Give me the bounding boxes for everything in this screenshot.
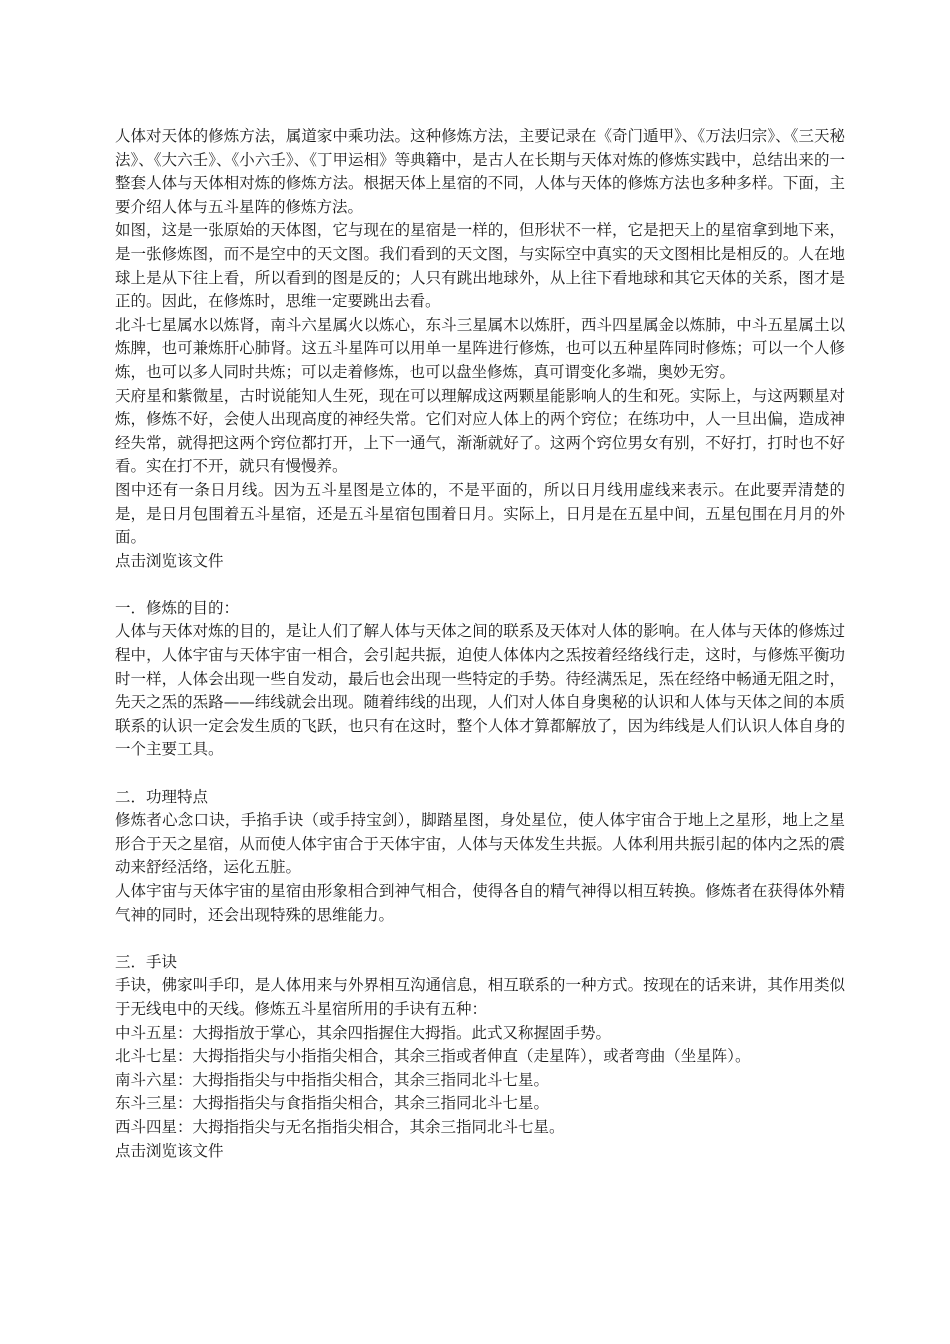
hand-seal-item-west: 西斗四星：大拇指指尖与无名指指尖相合，其余三指同北斗七星。 — [115, 1117, 565, 1136]
intro-paragraph-2: 如图，这是一张原始的天体图，它与现在的星宿是一样的，但形状不一样，它是把天上的星宿拿到地下来，是一张修炼图，而不是空中的天文图。我们看到的天文图，与实际空中真实的天文图相比是相反的。人在地球上是从下往上看，所以看到的图是反的；人只有跳出地球外，从上往下看地球和其它天体的关系，图才是正的。因此，在修炼时，思维一定要跳出去看。 — [115, 221, 845, 311]
hand-seal-item-middle: 中斗五星：大拇指放于掌心，其余四指握住大拇指。此式又称握固手势。 — [115, 1023, 612, 1042]
document-page — [115, 125, 845, 1163]
section-heading-features: 二．功理特点 — [115, 787, 209, 806]
intro-paragraph-1: 人体对天体的修炼方法，属道家中乘功法。这种修炼方法，主要记录在《奇门遁甲》、《万法归宗》、《三天秘法》、《大六壬》、《小六壬》、《丁甲运相》等典籍中，是古人在长期与天体对炼的修炼实践中，总结出来的一整套人体与天体相对炼的修炼方法。根据天体上星宿的不同，人体与天体的修炼方法也多种多样。下面，主要介绍人体与五斗星阵的修炼方法。 — [115, 127, 845, 216]
purpose-paragraph: 人体与天体对炼的目的，是让人们了解人体与天体之间的联系及天体对人体的影响。在人体与天体的修炼过程中，人体宇宙与天体宇宙一相合，会引起共振，迫使人体体内之炁按着经络线行走，这时，与修炼平衡功时一样，人体会出现一些自发动，最后也会出现一些特定的手势。待经满炁足，炁在经络中畅通无阻之时，先天之炁的炁路——纬线就会出现。随着纬线的出现，人们对人体自身奥秘的认识和人体与天体之间的本质联系的认识一定会发生质的飞跃，也只有在这时，整个人体才算都解放了，因为纬线是人们认识人体自身的一个主要工具。 — [115, 622, 845, 759]
hand-seal-item-east: 东斗三星：大拇指指尖与食指指尖相合，其余三指同北斗七星。 — [115, 1094, 550, 1113]
features-paragraph-1: 修炼者心念口诀，手掐手诀（或手持宝剑），脚踏星图，身处星位，使人体宇宙合于地上之星形，地上之星形合于天之星宿，从而使人体宇宙合于天体宇宙，人体与天体发生共振。人体利用共振引起的体内之炁的震动来舒经活络，运化五脏。 — [115, 811, 845, 877]
hand-seals-paragraph: 手诀，佛家叫手印，是人体用来与外界相互沟通信息，相互联系的一种方式。按现在的话来讲，其作用类似于无线电中的天线。修炼五斗星宿所用的手诀有五种： — [115, 976, 845, 1018]
spacer — [115, 927, 845, 951]
section-heading-hand-seals: 三．手诀 — [115, 952, 178, 971]
intro-paragraph-5: 图中还有一条日月线。因为五斗星图是立体的，不是平面的，所以日月线用虚线来表示。在此要弄清楚的是，是日月包围着五斗星宿，还是五斗星宿包围着日月。实际上，日月是在五星中间，五星包围在月月的外面。 — [115, 480, 845, 547]
spacer — [115, 762, 845, 786]
browse-file-link-2[interactable]: 点击浏览该文件 — [115, 1141, 224, 1160]
browse-file-link-1[interactable]: 点击浏览该文件 — [115, 551, 224, 570]
features-paragraph-2: 人体宇宙与天体宇宙的星宿由形象相合到神气相合，使得各自的精气神得以相互转换。修炼者在获得体外精气神的同时，还会出现特殊的思维能力。 — [115, 882, 845, 924]
hand-seal-item-south: 南斗六星：大拇指指尖与中指指尖相合，其余三指同北斗七星。 — [115, 1070, 550, 1089]
intro-paragraph-3: 北斗七星属水以炼肾，南斗六星属火以炼心，东斗三星属木以炼肝，西斗四星属金以炼肺，中斗五星属土以炼脾，也可兼炼肝心肺肾。这五斗星阵可以用单一星阵进行修炼，也可以五种星阵同时修炼；可以一个人修炼，也可以多人同时共炼；可以走着修炼，也可以盘坐修炼，真可谓变化多端，奥妙无穷。 — [115, 315, 845, 381]
section-heading-purpose: 一．修炼的目的： — [115, 598, 240, 617]
intro-paragraph-4: 天府星和紫微星，古时说能知人生死，现在可以理解成这两颗星能影响人的生和死。实际上，与这两颗星对炼，修炼不好，会使人出现高度的神经失常。它们对应人体上的两个窍位；在练功中，人一旦出偏，造成神经失常，就得把这两个窍位都打开，上下一通气，渐渐就好了。这两个窍位男女有别，不好打，打时也不好看。实在打不开，就只有慢慢养。 — [115, 386, 845, 476]
hand-seal-item-north: 北斗七星：大拇指指尖与小指指尖相合，其余三指或者伸直（走星阵），或者弯曲（坐星阵）。 — [115, 1047, 751, 1066]
spacer — [115, 573, 845, 597]
